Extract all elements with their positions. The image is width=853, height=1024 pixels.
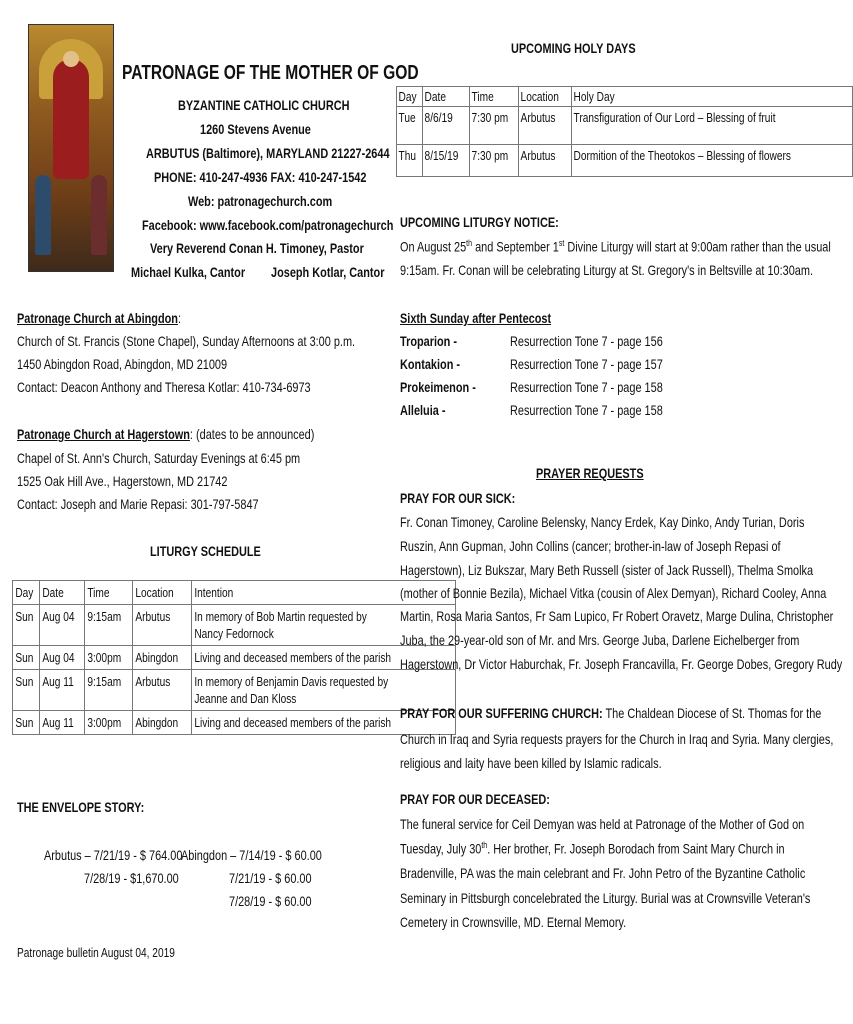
pentecost-label-4: Alleluia - [400, 402, 446, 418]
liturgy-schedule-title: LITURGY SCHEDULE [150, 543, 261, 559]
table-header-cell: Time [469, 87, 519, 107]
envelope-abingdon-1: Abingdon – 7/14/19 - $ 60.00 [181, 847, 322, 863]
header-line-2: 1260 Stevens Avenue [200, 121, 311, 137]
notice-sup: st [558, 238, 565, 248]
pentecost-title: Sixth Sunday after Pentecost [400, 310, 552, 326]
header-line-7: Very Reverend Conan H. Timoney, Pastor [150, 240, 364, 256]
pentecost-value-4: Resurrection Tone 7 - page 158 [510, 402, 663, 418]
table-cell: In memory of Benjamin Davis requested by Jeanne and Dan Kloss [191, 670, 455, 711]
pentecost-value-1: Resurrection Tone 7 - page 156 [510, 333, 663, 349]
sick-line: Martin, Rosa Maria Santos, Fr Sam Lupico, Fr Robert Oravetz, Marge Dulina, Christopher [400, 608, 834, 624]
table-row [13, 711, 456, 735]
liturgy-schedule-table [12, 580, 456, 735]
table-cell: Aug 11 [40, 670, 85, 711]
table-header-cell: Date [40, 581, 85, 605]
deceased-line [400, 840, 785, 857]
table-cell: Living and deceased members of the parish [191, 646, 455, 670]
table-row [397, 107, 853, 145]
table-cell: 3:00pm [85, 711, 132, 735]
icon-image [28, 24, 114, 272]
deceased-text: . Her brother, Fr. Joseph Borodach from Saint Mary Church in [487, 840, 785, 857]
icon-saint-left-shape [35, 175, 51, 255]
table-header-cell: Time [85, 581, 132, 605]
table-row [13, 646, 456, 670]
liturgy-notice-title: UPCOMING LITURGY NOTICE: [400, 214, 559, 230]
sick-line: Juba, the 29-year-old son of Mr. and Mrs. George Juba, Darlene Eichelberger from [400, 632, 800, 648]
table-cell: Aug 04 [40, 605, 85, 646]
table-header-cell: Intention [191, 581, 455, 605]
pentecost-label-3: Prokeimenon - [400, 379, 476, 395]
table-header-cell: Date [423, 87, 469, 107]
abingdon-line-2: 1450 Abingdon Road, Abingdon, MD 21009 [17, 356, 228, 372]
table-cell: 8/15/19 [423, 145, 469, 177]
abingdon-line-3: Contact: Deacon Anthony and Theresa Kotlar: 410-734-6973 [17, 379, 311, 395]
table-header-cell: Day [13, 581, 40, 605]
suffering-title: PRAY FOR OUR SUFFERING CHURCH: [400, 705, 603, 721]
table-cell: 3:00pm [85, 646, 132, 670]
table-cell: 9:15am [85, 605, 132, 646]
table-cell: Sun [13, 605, 40, 646]
hagerstown-heading-line [17, 426, 314, 442]
icon-head-shape [63, 51, 79, 67]
sick-line: Fr. Conan Timoney, Caroline Belensky, Nancy Erdek, Kay Dinko, Andy Turian, Doris [400, 514, 805, 530]
table-row [397, 145, 853, 177]
table-cell: Sun [13, 711, 40, 735]
sick-line: Hagerstown), Liz Bukszar, Mary Beth Russell (sister of Jack Russell), Thelma Smolka [400, 562, 814, 578]
cantor-2: Joseph Kotlar, Cantor [271, 264, 385, 280]
table-header-cell: Holy Day [571, 87, 853, 107]
deceased-line: Cemetery in Crownsville, MD. Eternal Memory. [400, 914, 627, 930]
header-line-3: ARBUTUS (Baltimore), MARYLAND 21227-2644 [146, 145, 390, 161]
sick-line: Ruszin, Ann Gupman, John Collins (cancer; brother-in-law of Joseph Repasi of [400, 538, 781, 554]
liturgy-notice-line-1 [400, 238, 831, 255]
table-cell: Arbutus [519, 107, 571, 145]
suffering-text: The Chaldean Diocese of St. Thomas for the [602, 705, 822, 721]
header-line-1: BYZANTINE CATHOLIC CHURCH [178, 97, 350, 113]
envelope-abingdon-2: 7/21/19 - $ 60.00 [229, 870, 312, 886]
icon-saint-right-shape [91, 175, 107, 255]
table-cell: 7:30 pm [469, 145, 519, 177]
table-row [13, 605, 456, 646]
table-header-cell: Day [397, 87, 423, 107]
abingdon-line-1: Church of St. Francis (Stone Chapel), Sunday Afternoons at 3:00 p.m. [17, 333, 356, 349]
table-cell: Thu [397, 145, 423, 177]
table-header-cell: Location [132, 581, 191, 605]
icon-figure-shape [53, 59, 89, 179]
table-cell: Arbutus [132, 605, 191, 646]
suffering-line: Church in Iraq and Syria requests prayers for the Church in Iraq and Syria. Many clergies, [400, 731, 834, 747]
table-header-row [397, 87, 853, 107]
table-cell: In memory of Bob Martin requested by Nancy Fedornock [191, 605, 455, 646]
sick-title: PRAY FOR OUR SICK: [400, 490, 516, 506]
prayer-requests-title: PRAYER REQUESTS [536, 465, 644, 481]
deceased-line: Seminary in Pittsburgh concelebrated the Liturgy. Burial was at Crownsville Veteran's [400, 890, 811, 906]
sick-line: (mother of Bonnie Bezila), Michael Vitka (cousin of Alex Demyan), Richard Cooley, Anna [400, 585, 827, 601]
hagerstown-line-3: Contact: Joseph and Marie Repasi: 301-797-5847 [17, 496, 259, 512]
holy-days-table [396, 86, 853, 177]
holy-days-title: UPCOMING HOLY DAYS [511, 40, 636, 56]
pentecost-label-2: Kontakion - [400, 356, 461, 372]
suffering-first-line [400, 705, 821, 721]
hagerstown-line-1: Chapel of St. Ann's Church, Saturday Evenings at 6:45 pm [17, 450, 301, 466]
cantor-1: Michael Kulka, Cantor [131, 264, 246, 280]
deceased-line: The funeral service for Ceil Demyan was held at Patronage of the Mother of God on [400, 816, 805, 832]
table-cell: Sun [13, 646, 40, 670]
abingdon-heading-line [17, 310, 181, 326]
pentecost-value-2: Resurrection Tone 7 - page 157 [510, 356, 663, 372]
envelope-arbutus-1: Arbutus – 7/21/19 - $ 764.00 [44, 847, 183, 863]
notice-sup: th [466, 238, 473, 248]
table-header-row [13, 581, 456, 605]
table-cell: Tue [397, 107, 423, 145]
envelope-title: THE ENVELOPE STORY: [17, 799, 145, 815]
table-cell: Arbutus [132, 670, 191, 711]
table-cell: Abingdon [132, 646, 191, 670]
notice-text: Divine Liturgy will start at 9:00am rather than the usual [564, 238, 831, 255]
table-cell: Arbutus [519, 145, 571, 177]
liturgy-notice-line-2: 9:15am. Fr. Conan will be celebrating Liturgy at St. Gregory's in Beltsville at 10:30am. [400, 262, 813, 278]
abingdon-heading: Patronage Church at Abingdon [17, 310, 178, 326]
deceased-text: Tuesday, July 30 [400, 840, 482, 857]
header-line-5: Web: patronagechurch.com [188, 193, 333, 209]
envelope-arbutus-2: 7/28/19 - $1,670.00 [84, 870, 179, 886]
table-cell: 8/6/19 [423, 107, 469, 145]
hagerstown-heading-suffix: : (dates to be announced) [189, 426, 315, 442]
table-cell: Dormition of the Theotokos – Blessing of flowers [571, 145, 853, 177]
page-title: PATRONAGE OF THE MOTHER OF GOD [122, 62, 419, 84]
table-cell: Aug 11 [40, 711, 85, 735]
table-cell: Sun [13, 670, 40, 711]
header-line-6: Facebook: www.facebook.com/patronagechurch [142, 217, 394, 233]
table-cell: 7:30 pm [469, 107, 519, 145]
table-cell: Living and deceased members of the parish [191, 711, 455, 735]
sick-line: Hagerstown, Dr Victor Haburchak, Fr. Joseph Francavilla, Fr. George Dobes, Gregory Rudy [400, 656, 843, 672]
table-row [13, 670, 456, 711]
deceased-sup: th [481, 840, 488, 850]
deceased-line: Bradenville, PA was the main celebrant and Fr. John Petro of the Byzantine Catholic [400, 865, 806, 881]
pentecost-value-3: Resurrection Tone 7 - page 158 [510, 379, 663, 395]
pentecost-label-1: Troparion - [400, 333, 458, 349]
table-cell: Aug 04 [40, 646, 85, 670]
notice-text: and September 1 [472, 238, 559, 255]
hagerstown-line-2: 1525 Oak Hill Ave., Hagerstown, MD 21742 [17, 473, 228, 489]
table-cell: Abingdon [132, 711, 191, 735]
suffering-line: religious and laity have been killed by Islamic radicals. [400, 755, 662, 771]
abingdon-heading-suffix: : [177, 310, 182, 326]
header-line-4: PHONE: 410-247-4936 FAX: 410-247-1542 [154, 169, 367, 185]
hagerstown-heading: Patronage Church at Hagerstown [17, 426, 190, 442]
table-cell: 9:15am [85, 670, 132, 711]
notice-text: On August 25 [400, 238, 467, 255]
table-cell: Transfiguration of Our Lord – Blessing of fruit [571, 107, 853, 145]
deceased-title: PRAY FOR OUR DECEASED: [400, 791, 550, 807]
table-header-cell: Location [519, 87, 571, 107]
footer-text: Patronage bulletin August 04, 2019 [17, 945, 175, 960]
envelope-abingdon-3: 7/28/19 - $ 60.00 [229, 893, 312, 909]
